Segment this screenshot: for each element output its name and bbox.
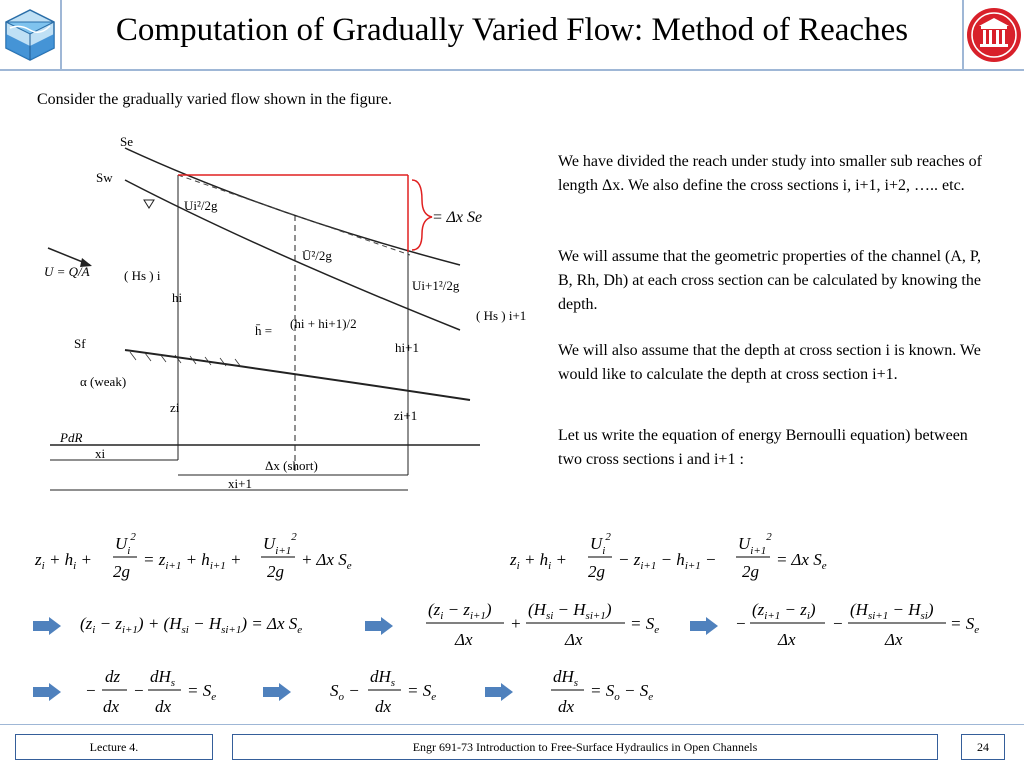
label-ubar-2g: Ū²/2g [302,248,332,263]
svg-text:dz: dz [105,667,121,686]
label-sf: Sf [74,336,86,351]
svg-text:Δx: Δx [885,630,903,649]
svg-text:Ui2: $U_i^2$ [590,531,611,557]
label-hbar: h̄ = [255,323,273,338]
label-ui-2g: Ui²/2g [184,198,218,213]
right-arrow-icon [33,617,61,635]
label-zi: zi [170,400,180,415]
svg-text:(Hsi − Hsi+1): $(H_{si} - H_{si+1})$ [528,600,612,622]
university-seal-icon [966,4,1022,66]
footer-course-title: Engr 691-73 Introduction to Free-Surface Hydraulics in Open Channels [232,734,938,760]
svg-text:= Se: = $S_e$ [630,614,660,636]
svg-text:(Hsi+1 − Hsi): $(H_{si+1} - H_{si})$ [850,600,934,622]
paragraph-subreaches: We have divided the reach under study into smaller sub reaches of length Δx. We also define the cross sections i, i+1, i+2, ….. etc. [558,153,982,194]
svg-text:= Δx Se: = Δx $S_e$ [776,550,827,572]
label-hsi1: ( Hs ) i+1 [476,308,527,323]
svg-text:dHs: $dH_s$ [553,667,579,689]
svg-text:= Se: = $S_e$ [187,681,217,703]
svg-text:Ui2: $U_i^2$ [115,531,136,557]
svg-text:(zi − zi+1) + (Hsi − Hsi+1) =: $(z_i - z_{i+1}) + (H_{si} - H_{si+1}) = \Delta x$ $S_e$ [80,614,303,636]
svg-text:zi + hi +: $z_i + h_i$ + [35,550,92,572]
svg-text:Δx: Δx [778,630,796,649]
label-dx-se: = Δx Se [432,209,483,226]
footer-lecture: Lecture 4. [15,734,213,760]
label-zi1: zi+1 [394,408,418,423]
label-u-eq: U = Q/A [44,264,90,279]
label-sw: Sw [96,170,113,185]
svg-text:dHs: $dH_s$ [150,667,176,689]
svg-text:zi + hi +: $z_i + h_i$ + [510,550,567,572]
label-hi: hi [172,290,183,305]
svg-text:dHs: $dH_s$ [370,667,396,689]
svg-text:+ Δx Se: + Δx $S_e$ [301,550,352,572]
svg-text:= So − Se: = $S_o - S_e$ [590,681,654,703]
svg-text:2g: 2g [113,562,130,581]
svg-text:2g: 2g [588,562,605,581]
paragraph-geometry: We will assume that the geometric properties of the channel (A, P, B, Rh, Dh) at each cross section can be calculated by knowing the depth. [558,248,982,313]
footer-page-number: 24 [961,734,1005,760]
label-pdr: PdR [60,430,83,445]
svg-text:= Se: = $S_e$ [950,614,980,636]
svg-text:2g: 2g [742,562,759,581]
svg-text:dx: dx [558,697,575,716]
equation-row-1 [35,525,855,587]
right-arrow-icon [33,683,61,701]
svg-text:2g: 2g [267,562,284,581]
gvf-figure [40,130,527,500]
label-xi1: xi+1 [228,476,252,491]
slide-title: Computation of Gradually Varied Flow: Method of Reaches [115,12,909,48]
label-hsi: ( Hs ) i [124,268,161,283]
svg-text:Δx: Δx [565,630,583,649]
label-hbar-frac: (hi + hi+1)/2 [290,316,357,331]
label-alpha: α (weak) [80,374,127,389]
svg-text:Ui+12: $U_{i+1}^2$ [738,531,772,557]
paragraph-bernoulli: Let us write the equation of energy Bernoulli equation) between two cross sections i and i+1 : [558,427,968,468]
channel-flow-logo-icon [2,4,58,64]
svg-text:−: − [133,681,145,700]
svg-text:(zi+1 − zi): $(z_{i+1} - z_i)$ [752,600,816,622]
svg-text:+: + [510,614,522,633]
svg-text:− zi+1 − hi+1 −: − $z_{i+1} - h_{i+1}$ − [618,550,717,572]
svg-text:So −: $S_o$ − [330,681,360,703]
svg-text:dx: dx [375,697,392,716]
equation-row-2 [80,595,995,655]
svg-text:−: − [85,681,97,700]
svg-text:(zi − zi+1): $(z_i - z_{i+1})$ [428,600,492,622]
svg-text:= zi+1 + hi+1 +: = $z_{i+1} + h_{i+1}$ + [143,550,242,572]
svg-text:dx: dx [155,697,172,716]
svg-text:−: − [735,614,747,633]
label-xi: xi [95,446,106,461]
intro-text: Consider the gradually varied flow shown in the figure. [37,91,393,108]
svg-text:Ui+12: $U_{i+1}^2$ [263,531,297,557]
svg-text:−: − [832,614,844,633]
label-se: Se [120,134,133,149]
svg-text:Δx: Δx [455,630,473,649]
label-hi1: hi+1 [395,340,419,355]
svg-text:dx: dx [103,697,120,716]
svg-text:= Se: = $S_e$ [407,681,437,703]
paragraph-known-depth: We will also assume that the depth at cross section i is known. We would like to calculate the depth at cross section i+1. [558,342,981,383]
slide-header [0,0,1024,70]
label-dx-short: Δx (short) [265,458,318,473]
equation-row-3 [85,662,685,722]
label-ui1-2g: Ui+1²/2g [412,278,460,293]
